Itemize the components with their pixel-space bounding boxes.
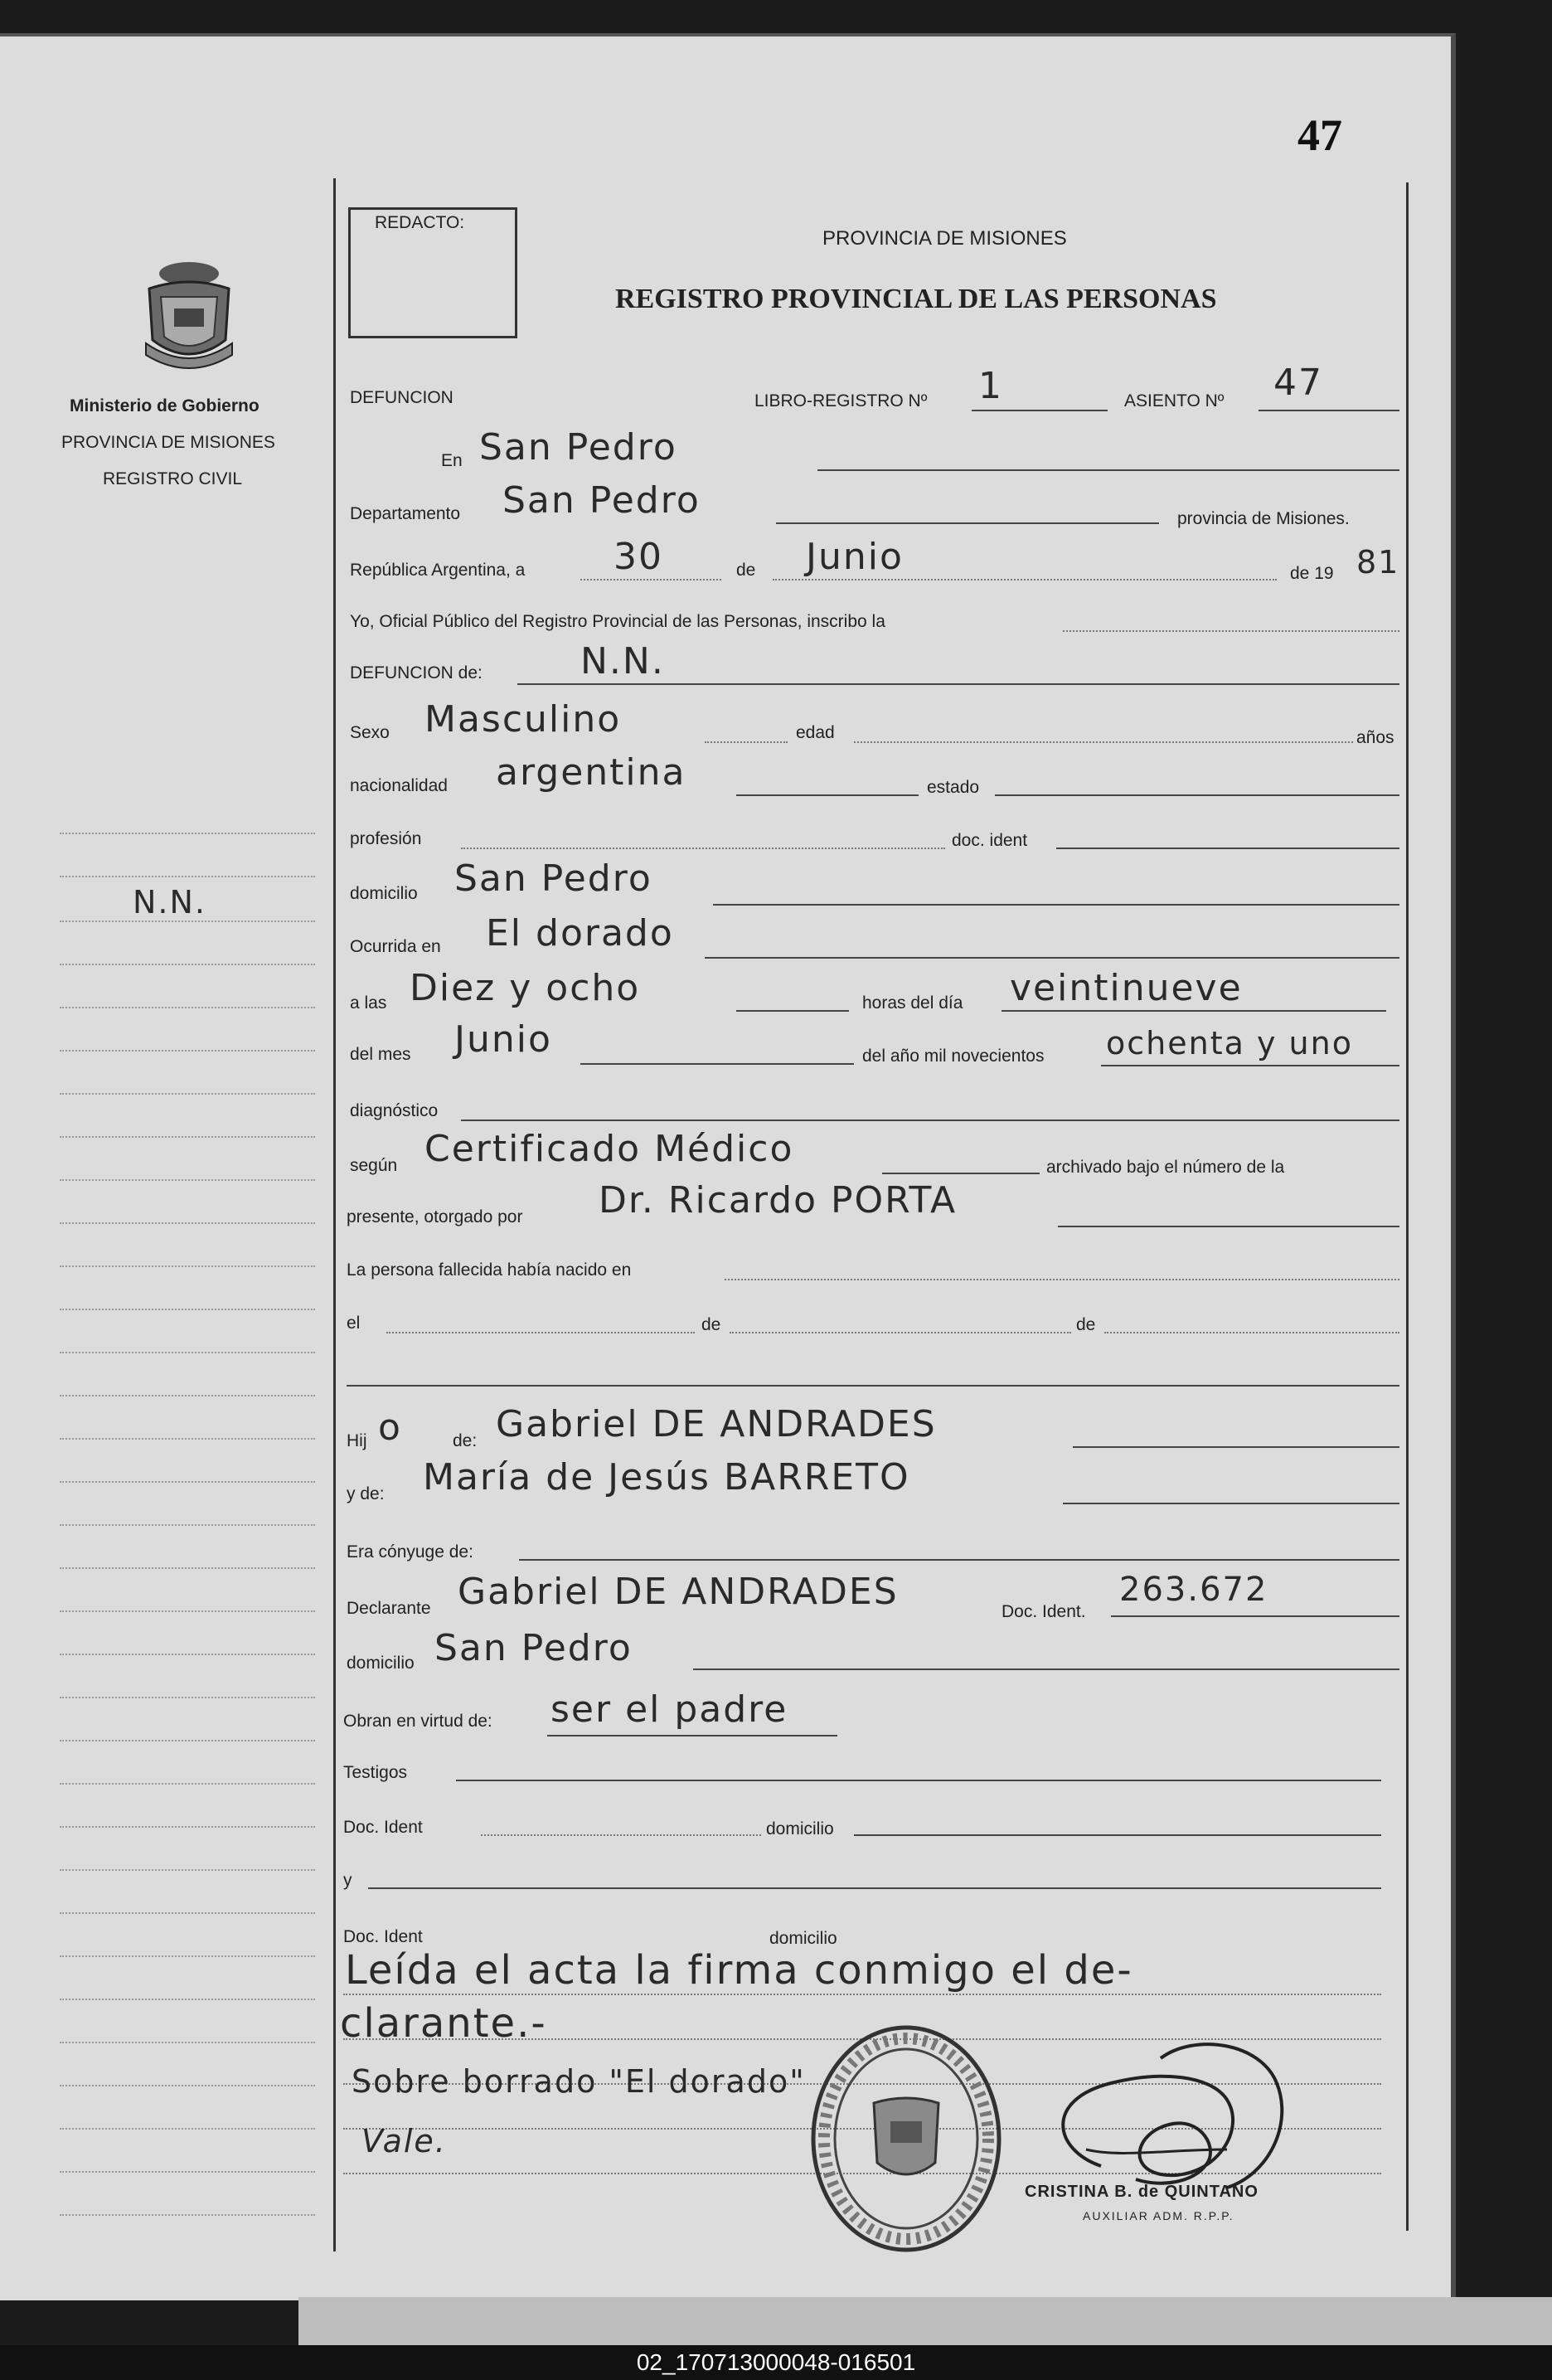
testigos-line	[456, 1780, 1381, 1781]
redacto-label: REDACTO:	[375, 213, 465, 232]
margin-line	[60, 1352, 315, 1353]
margin-line	[60, 1955, 315, 1957]
alas-line	[736, 1010, 849, 1012]
el-label: el	[347, 1314, 361, 1333]
en-value: San Pedro	[479, 426, 677, 469]
header-title: REGISTRO PROVINCIAL DE LAS PERSONAS	[615, 284, 1217, 314]
page-number: 47	[1297, 110, 1342, 160]
madre-value: María de Jesús BARRETO	[423, 1456, 910, 1498]
delmes-line	[580, 1063, 854, 1065]
margin-line	[60, 1610, 315, 1612]
presente-value: Dr. Ricardo PORTA	[599, 1179, 958, 1222]
coat-of-arms-icon	[139, 257, 239, 370]
hij-de-label: de:	[453, 1431, 478, 1450]
madre-line	[1063, 1503, 1399, 1504]
margin-line	[60, 2171, 315, 2173]
y-label: y	[343, 1871, 352, 1890]
domicilio4-label: domicilio	[769, 1929, 837, 1948]
margin-line	[60, 1826, 315, 1828]
en-line	[817, 469, 1399, 471]
hij-value: o	[378, 1406, 402, 1449]
diagnostico-label: diagnóstico	[350, 1101, 439, 1120]
nacionalidad-line	[736, 794, 919, 796]
doc-ident2-value: 263.672	[1119, 1571, 1268, 1609]
padre-line	[1073, 1446, 1399, 1448]
margin-line	[60, 1395, 315, 1396]
signature-mark	[1036, 2025, 1310, 2199]
margin-line	[60, 1654, 315, 1655]
segun-value: Certificado Médico	[424, 1128, 794, 1170]
departamento-label: Departamento	[350, 504, 461, 523]
oficial-text: Yo, Oficial Público del Registro Provincial de las Personas, inscribo la	[350, 612, 885, 631]
margin-line	[60, 2085, 315, 2086]
obran-line	[547, 1735, 837, 1736]
margin-line	[60, 1007, 315, 1008]
segun-line	[882, 1173, 1040, 1174]
margin-line	[60, 2128, 315, 2130]
de-b-line	[1104, 1332, 1399, 1333]
domicilio-line	[713, 904, 1399, 906]
estado-label: estado	[927, 778, 980, 797]
diagnostico-line	[461, 1120, 1399, 1121]
testigos-label: Testigos	[343, 1763, 408, 1782]
domicilio3-line	[854, 1834, 1381, 1836]
conyuge-label: Era cónyuge de:	[347, 1542, 473, 1562]
asiento-value: 47	[1273, 362, 1323, 404]
margin-line	[60, 1697, 315, 1698]
presente-line	[1058, 1226, 1399, 1227]
note-line-3: Sobre borrado "El dorado"	[352, 2063, 806, 2100]
libro-value: 1	[978, 365, 1003, 407]
de-a-line	[730, 1332, 1071, 1333]
libro-label: LIBRO-REGISTRO Nº	[754, 391, 928, 410]
margin-line	[60, 1309, 315, 1310]
de-a-label: de	[701, 1315, 721, 1334]
note-line-4: Vale.	[361, 2123, 447, 2159]
margin-line	[60, 2214, 315, 2216]
asiento-label: ASIENTO Nº	[1124, 391, 1225, 410]
dia-value: 30	[614, 536, 663, 578]
note-line-2: clarante.-	[340, 2000, 547, 2047]
docident3-line	[481, 1834, 761, 1836]
sidebar-registry-label: REGISTRO CIVIL	[103, 469, 243, 488]
margin-line	[60, 1438, 315, 1440]
horas-value: veintinueve	[1010, 967, 1243, 1009]
declarante-label: Declarante	[347, 1599, 431, 1618]
anios-label: años	[1356, 728, 1394, 747]
provincia-suffix: provincia de Misiones.	[1177, 509, 1350, 528]
note-line-1: Leída el acta la firma conmigo el de-	[345, 1947, 1133, 1994]
margin-note: N.N.	[133, 884, 207, 920]
domicilio2-line	[693, 1668, 1399, 1670]
profesion-label: profesión	[350, 829, 422, 848]
defuncion-de-value: N.N.	[580, 640, 665, 682]
domicilio-value: San Pedro	[454, 857, 652, 900]
nacionalidad-label: nacionalidad	[350, 776, 448, 795]
mes-value: Junio	[806, 536, 904, 578]
margin-line	[60, 876, 315, 877]
doc-ident-label: doc. ident	[952, 831, 1028, 850]
segun-label: según	[350, 1156, 398, 1175]
right-rule	[1406, 182, 1409, 2231]
yde-label: y de:	[347, 1484, 385, 1503]
delmes-label: del mes	[350, 1045, 411, 1064]
edad-line	[854, 741, 1353, 743]
margin-line	[60, 1265, 315, 1267]
asiento-line	[1259, 410, 1399, 411]
sexo-label: Sexo	[350, 723, 390, 742]
margin-line	[60, 1869, 315, 1871]
nacido-line	[725, 1279, 1399, 1280]
docident4-label: Doc. Ident	[343, 1927, 423, 1946]
note-line	[343, 1994, 1381, 1995]
sexo-line	[705, 741, 788, 743]
edad-label: edad	[796, 723, 835, 742]
ocurrida-label: Ocurrida en	[350, 937, 441, 956]
en-label: En	[441, 451, 463, 470]
horas-line	[1002, 1010, 1386, 1012]
delmes-value: Junio	[454, 1018, 552, 1061]
ocurrida-value: El dorado	[486, 912, 674, 954]
margin-line	[60, 1050, 315, 1052]
nacionalidad-value: argentina	[496, 751, 686, 794]
oficial-line	[1063, 630, 1399, 632]
mes-line	[773, 579, 1277, 580]
obran-label: Obran en virtud de:	[343, 1712, 492, 1731]
republica-label: República Argentina, a	[350, 561, 526, 580]
left-rule	[333, 178, 336, 2251]
margin-line	[60, 964, 315, 965]
profesion-line	[461, 848, 945, 849]
anio-mil-label: del año mil novecientos	[862, 1047, 1045, 1066]
archivado-label: archivado bajo el número de la	[1046, 1158, 1285, 1177]
domicilio3-label: domicilio	[766, 1819, 834, 1838]
horas-label: horas del día	[862, 993, 963, 1013]
margin-line	[60, 1999, 315, 2000]
dia-line	[580, 579, 721, 580]
de-label: de	[736, 561, 756, 580]
departamento-line	[776, 522, 1159, 524]
defuncion-de-line	[517, 683, 1399, 685]
domicilio2-label: domicilio	[347, 1654, 415, 1673]
docident3-label: Doc. Ident	[343, 1818, 423, 1837]
image-caption: 02_170713000048-016501	[0, 2345, 1552, 2380]
margin-line	[60, 1783, 315, 1785]
record-type: DEFUNCION	[350, 388, 453, 407]
anio-value: 81	[1356, 544, 1400, 580]
margin-line	[60, 1524, 315, 1526]
doc-ident2-label: Doc. Ident.	[1002, 1602, 1086, 1621]
defuncion-de-label: DEFUNCION de:	[350, 663, 483, 682]
departamento-value: San Pedro	[502, 479, 701, 522]
de-b-label: de	[1076, 1315, 1096, 1334]
hij-label: Hij	[347, 1431, 367, 1450]
alas-value: Diez y ocho	[410, 967, 641, 1009]
de19-label: de 19	[1290, 564, 1334, 583]
margin-line	[60, 2042, 315, 2043]
sidebar-province-label: PROVINCIA DE MISIONES	[61, 433, 275, 452]
margin-line	[60, 1093, 315, 1095]
anio-mil-value: ochenta y uno	[1106, 1025, 1353, 1061]
margin-line	[60, 1179, 315, 1181]
domicilio2-value: San Pedro	[434, 1627, 633, 1669]
signature-title: AUXILIAR ADM. R.P.P.	[1083, 2209, 1234, 2222]
margin-line	[60, 920, 315, 922]
padre-value: Gabriel DE ANDRADES	[496, 1403, 937, 1445]
ministry-label: Ministerio de Gobierno	[70, 396, 259, 415]
obran-value: ser el padre	[550, 1688, 788, 1731]
header-province: PROVINCIA DE MISIONES	[822, 227, 1067, 250]
official-seal	[809, 2023, 1003, 2254]
y-line	[368, 1887, 1381, 1889]
estado-line	[995, 794, 1399, 796]
margin-line	[60, 1222, 315, 1224]
sexo-value: Masculino	[424, 698, 622, 741]
blank-line	[347, 1385, 1399, 1387]
margin-line	[60, 1740, 315, 1741]
anio-mil-line	[1101, 1065, 1399, 1066]
margin-line	[60, 1136, 315, 1138]
declarante-value: Gabriel DE ANDRADES	[458, 1571, 899, 1613]
alas-label: a las	[350, 993, 387, 1013]
ocurrida-line	[705, 957, 1399, 959]
doc-ident-line	[1056, 848, 1399, 849]
margin-line	[60, 1481, 315, 1483]
bottom-margin	[298, 2297, 1552, 2345]
conyuge-line	[519, 1559, 1399, 1561]
doc-ident2-line	[1111, 1615, 1399, 1617]
nacido-label: La persona fallecida había nacido en	[347, 1260, 632, 1280]
margin-line	[60, 833, 315, 834]
presente-label: presente, otorgado por	[347, 1207, 523, 1226]
margin-line	[60, 1567, 315, 1569]
libro-line	[972, 410, 1108, 411]
el-line	[386, 1332, 695, 1333]
domicilio-label: domicilio	[350, 884, 418, 903]
signature-name: CRISTINA B. de QUINTANO	[1025, 2183, 1259, 2201]
margin-line	[60, 1912, 315, 1914]
